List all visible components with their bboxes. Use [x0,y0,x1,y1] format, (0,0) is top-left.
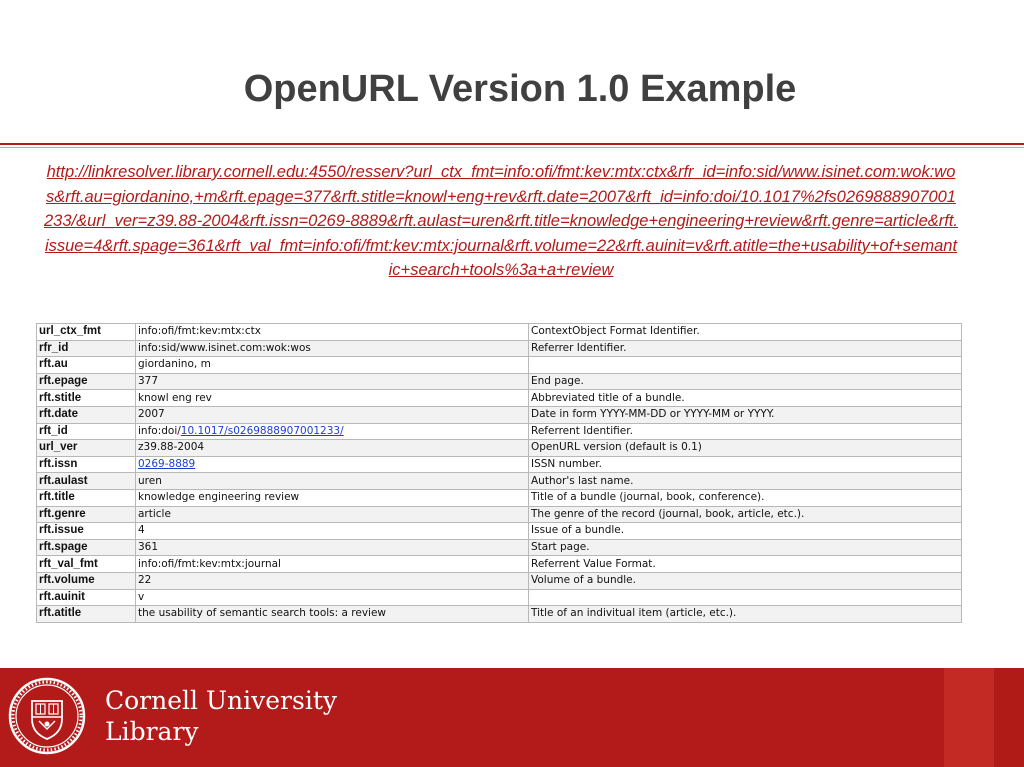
param-description: OpenURL version (default is 0.1) [529,440,962,457]
param-key: rft.genre [37,506,136,523]
cornell-library-wordmark [105,685,337,747]
param-value: the usability of semantic search tools: a review [136,606,529,623]
param-description: Volume of a bundle. [529,572,962,589]
param-value [136,456,529,473]
title-divider-thin [0,147,1024,148]
slide-title: OpenURL Version 1.0 Example [243,68,797,110]
param-key: rft_val_fmt [37,556,136,573]
param-value [136,423,529,440]
param-key: rft.volume [37,572,136,589]
param-value: info:ofi/fmt:kev:mtx:ctx [136,324,529,341]
cornell-seal-icon [8,677,86,755]
footer-accent-stripe-dark [994,668,1024,767]
table-row [37,589,962,606]
param-description: Issue of a bundle. [529,523,962,540]
param-value: info:ofi/fmt:kev:mtx:journal [136,556,529,573]
param-value: 4 [136,523,529,540]
param-value: 22 [136,572,529,589]
param-key: rft.au [37,357,136,374]
table-row [37,324,962,341]
doi-prefix: info:doi/ [138,424,181,437]
param-description: End page. [529,373,962,390]
param-key: rft.atitle [37,606,136,623]
param-value: 2007 [136,406,529,423]
table-row [37,506,962,523]
table-row [37,440,962,457]
table-row [37,556,962,573]
param-value: giordanino, m [136,357,529,374]
brand-line-library: Library [105,717,199,746]
doi-link[interactable]: 10.1017/s0269888907001233/ [180,424,344,437]
param-value: z39.88-2004 [136,440,529,457]
param-key: rft.epage [37,373,136,390]
param-description [529,589,962,606]
param-key: rft.aulast [37,473,136,490]
param-description: Date in form YYYY-MM-DD or YYYY-MM or YYYY. [529,406,962,423]
param-description: Referrent Value Format. [529,556,962,573]
param-key: rft.spage [37,539,136,556]
param-key: rft.date [37,406,136,423]
param-value: uren [136,473,529,490]
openurl-example-link[interactable]: http://linkresolver.library.cornell.edu:4550/resserv?url_ctx_fmt=info:ofi/fmt:kev:mtx:ctx&rfr_id=info:sid/www.isinet.com:wok:wos&rft.au=giordanino,+m&rft.epage=377&rft.stitle=knowl+eng+rev&rft.date=2007&rft_id=info:doi/10.1017%2fs0269888907001233/&url_ver=z39.88-2004&rft.issn=0269-8889&rft.aulast=uren&rft.title=knowledge+engineering+review&rft.genre=article&rft.issue=4&rft.spage=361&rft_val_fmt=info:ofi/fmt:kev:mtx:journal&rft.volume=22&rft.auinit=v&rft.atitle=the+usability+of+semantic+search+tools%3a+a+review [44,163,959,279]
table-row [37,423,962,440]
param-description: ISSN number. [529,456,962,473]
table-row [37,539,962,556]
param-description [529,357,962,374]
table-row [37,473,962,490]
param-value: knowl eng rev [136,390,529,407]
footer-accent-stripe [944,668,994,767]
param-description: Referrer Identifier. [529,340,962,357]
title-divider [0,143,1024,145]
param-key: rft.title [37,489,136,506]
table-row [37,373,962,390]
param-value: info:sid/www.isinet.com:wok:wos [136,340,529,357]
table-row [37,456,962,473]
param-description: ContextObject Format Identifier. [529,324,962,341]
param-key: rft.auinit [37,589,136,606]
param-key: rft.stitle [37,390,136,407]
param-value: 361 [136,539,529,556]
issn-link[interactable]: 0269-8889 [138,458,196,471]
param-description: Author's last name. [529,473,962,490]
param-key: rft.issue [37,523,136,540]
param-description: Abbreviated title of a bundle. [529,390,962,407]
table-row [37,406,962,423]
table-row [37,523,962,540]
brand-line-university: Cornell University [105,686,337,715]
param-description: Title of an indivitual item (article, etc.). [529,606,962,623]
table-row [37,489,962,506]
param-key: rft.issn [37,456,136,473]
table-row [37,340,962,357]
param-value: 377 [136,373,529,390]
openurl-parameter-table [36,323,962,623]
param-key: rft_id [37,423,136,440]
table-row [37,390,962,407]
param-key: url_ver [37,440,136,457]
table-row [37,357,962,374]
param-key: rfr_id [37,340,136,357]
param-value: article [136,506,529,523]
param-value: v [136,589,529,606]
param-description: The genre of the record (journal, book, article, etc.). [529,506,962,523]
table-row [37,606,962,623]
param-description: Title of a bundle (journal, book, conference). [529,489,962,506]
param-description: Referrent Identifier. [529,423,962,440]
param-key: url_ctx_fmt [37,324,136,341]
param-value: knowledge engineering review [136,489,529,506]
param-description: Start page. [529,539,962,556]
table-row [37,572,962,589]
